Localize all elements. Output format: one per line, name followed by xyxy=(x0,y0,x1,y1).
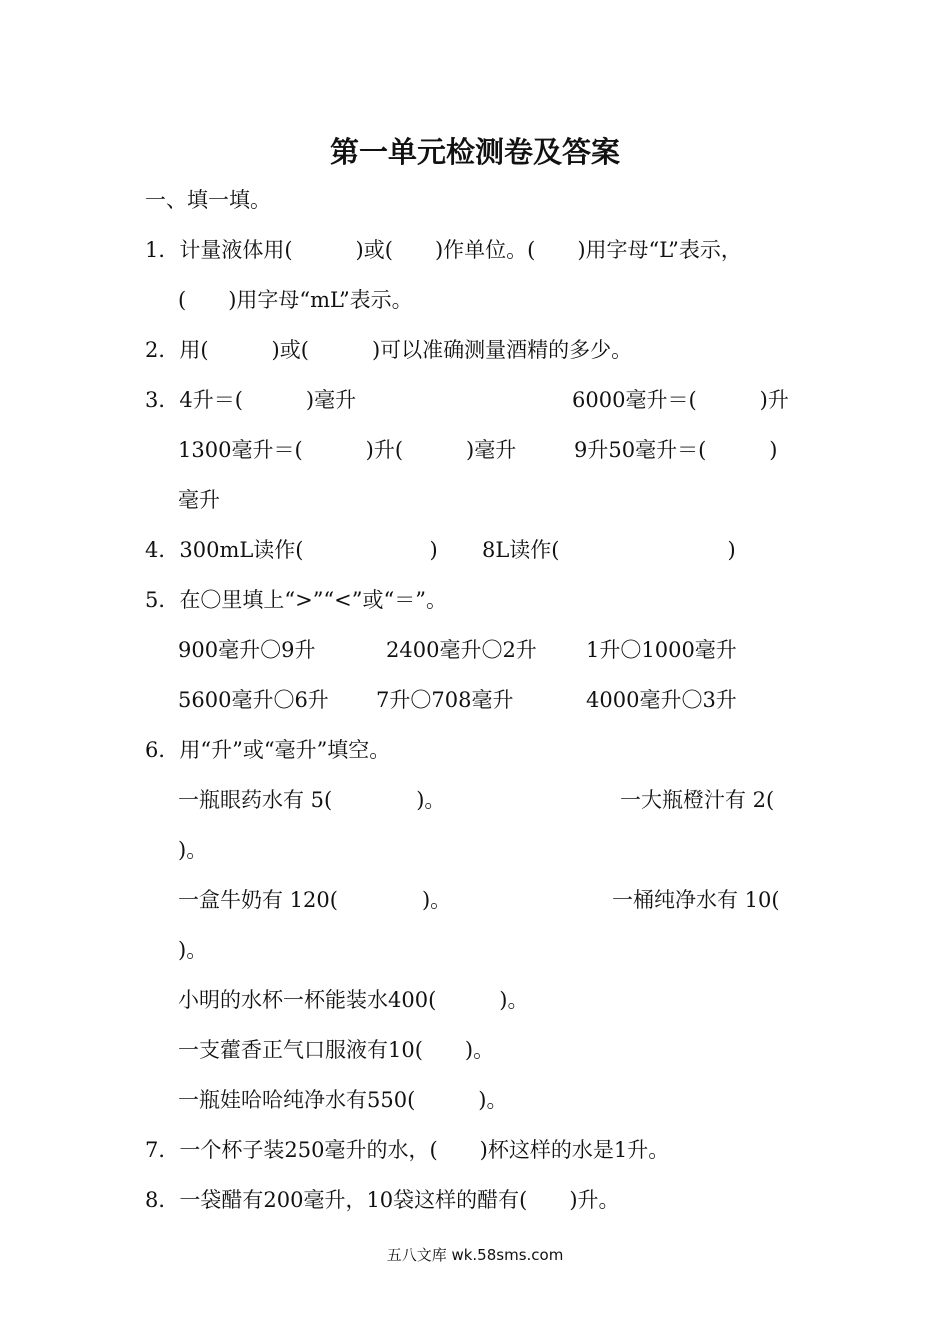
question-6-item-continuation: )。 xyxy=(178,838,208,862)
question-6-item: 小明的水杯一杯能装水400( )。 xyxy=(178,988,529,1012)
question-3-part-e: 毫升 xyxy=(178,488,220,512)
question-6-item: 一瓶眼药水有 5( )。 xyxy=(178,788,446,812)
question-6-item: 一支藿香正气口服液有10( )。 xyxy=(178,1038,495,1062)
question-3-part-b: 6000毫升＝( )升 xyxy=(572,388,789,412)
question-8: 8．一袋醋有200毫升，10袋这样的醋有( )升。 xyxy=(145,1188,620,1212)
question-5-item: 5600毫升〇6升 xyxy=(178,688,329,712)
question-6-item: 一瓶娃哈哈纯净水有550( )。 xyxy=(178,1088,508,1112)
question-6-item-continuation: )。 xyxy=(178,938,208,962)
question-5-item: 4000毫升〇3升 xyxy=(586,688,737,712)
question-5-item: 7升〇708毫升 xyxy=(376,688,514,712)
question-6-item: 一盒牛奶有 120( )。 xyxy=(178,888,452,912)
question-7: 7．一个杯子装250毫升的水，( )杯这样的水是1升。 xyxy=(145,1138,670,1162)
question-6-item: 一大瓶橙汁有 2( xyxy=(620,788,775,812)
question-2: 2．用( )或( )可以准确测量酒精的多少。 xyxy=(145,338,633,362)
question-5-item: 2400毫升〇2升 xyxy=(386,638,537,662)
question-1-line-1: 1．计量液体用( )或( )作单位。( )用字母“L”表示， xyxy=(145,238,742,262)
section-heading: 一、填一填。 xyxy=(145,188,271,212)
question-3-part-c: 1300毫升＝( )升( )毫升 xyxy=(178,438,517,462)
page-title: 第一单元检测卷及答案 xyxy=(329,135,620,169)
question-6-item: 一桶纯净水有 10( xyxy=(612,888,780,912)
footer-watermark: 五八文库 wk.58sms.com xyxy=(386,1246,564,1264)
question-4-part-a: 4．300mL读作( ) xyxy=(145,538,438,562)
question-3-part-d: 9升50毫升＝( ) xyxy=(574,438,778,462)
question-5-item: 900毫升〇9升 xyxy=(178,638,316,662)
question-3-part-a: 3．4升＝( )毫升 xyxy=(145,388,357,412)
question-6-stem: 6．用“升”或“毫升”填空。 xyxy=(145,738,391,762)
question-4-part-b: 8L读作( ) xyxy=(482,538,736,562)
question-5-stem: 5．在〇里填上“>”“<”或“＝”。 xyxy=(145,588,447,612)
question-5-item: 1升〇1000毫升 xyxy=(586,638,737,662)
question-1-line-2: ( )用字母“mL”表示。 xyxy=(178,288,413,312)
